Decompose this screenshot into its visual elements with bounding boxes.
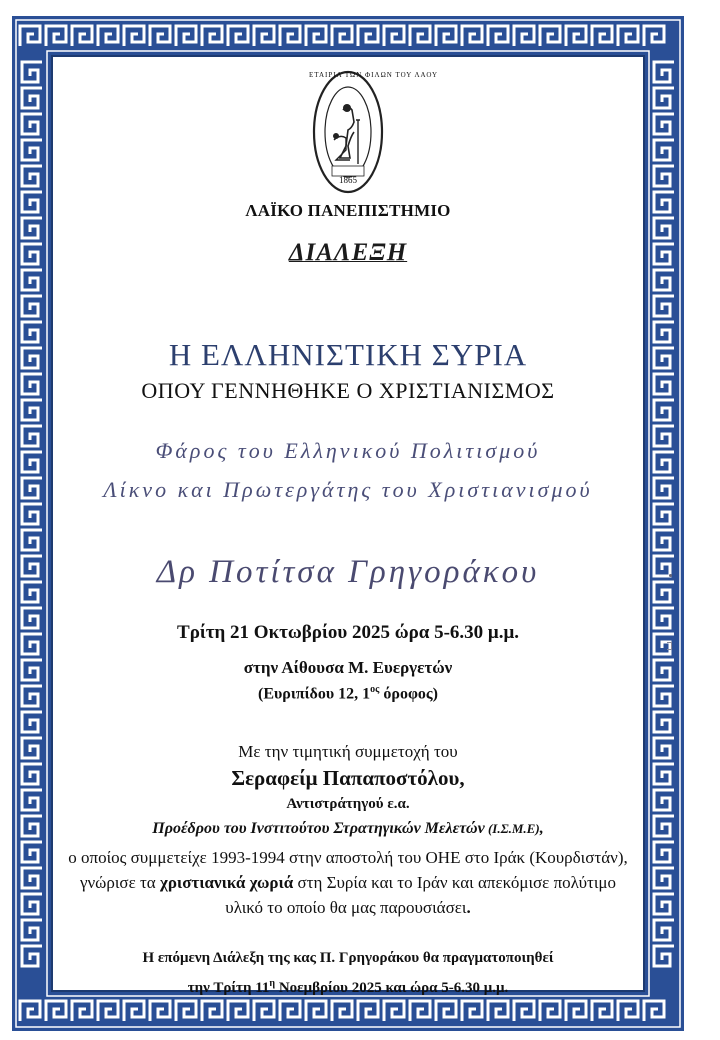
tagline-line-1: Φάρος του Ελληνικού Πολιτισμού	[155, 438, 541, 463]
participation-intro: Με την τιμητική συμμετοχή του	[238, 742, 458, 761]
institution-name: ΛΑΪΚΟ ΠΑΝΕΠΙΣΤΗΜΙΟ	[245, 201, 451, 220]
lecture-title: Η ΕΛΛΗΝΙΣΤΙΚΗ ΣΥΡΙΑ	[168, 337, 528, 372]
seal-motto: ΕΤΑΙΡΙΑ ΤΩΝ ΦΙΛΩΝ ΤΟΥ ΛΑΟΥ	[309, 71, 439, 79]
poster-frame	[12, 16, 684, 1031]
guest-role: Προέδρου του Ινστιτούτου Στρατηγικών Μελετών (Ι.Σ.Μ.Ε),	[152, 820, 544, 837]
decorative-dot	[669, 574, 672, 577]
speaker-name: Δρ Ποτίτσα Γρηγοράκου	[156, 554, 540, 590]
guest-bio: ο οποίος συμμετείχε 1993-1994 στην αποστολή του ΟΗΕ στο Ιράκ (Κουρδιστάν), γνώρισε τα χριστιανικά χωριά στη Συρία και το Ιράν και απεκόμισε πολύτιμο υλικό το οποίο θα μας παρουσιάσει.	[68, 848, 628, 917]
decorative-mark	[667, 642, 672, 650]
event-address: (Ευριπίδου 12, $1^{o\varsigma}$ όροφος)	[257, 684, 438, 703]
lecture-subtitle: ΟΠΟΥ ΓΕΝΝΗΘΗΚΕ Ο ΧΡΙΣΤΙΑΝΙΣΜΟΣ	[141, 378, 555, 403]
seal-year: 1865	[339, 175, 357, 185]
event-date-time: Τρίτη 21 Οκτωβρίου 2025 ώρα 5-6.30 μ.μ.	[177, 622, 519, 643]
guest-name: Σεραφείμ Παπαποστόλου,	[231, 766, 465, 790]
guest-rank: Αντιστράτηγού ε.α.	[286, 796, 410, 812]
event-venue: στην Αίθουσα Μ. Ευεργετών	[243, 658, 453, 677]
tagline-line-2: Λίκνο και Πρωτεργάτης του Χριστιανισμού	[103, 477, 593, 502]
next-lecture-notice: Η επόμενη Διάλεξη της κας Π. Γρηγοράκου θα πραγματοποιηθεί την Τρίτη $11^\eta$ Νοεμβρίου 2025 και ώρα 5-6.30 μ.μ.	[142, 950, 554, 996]
event-type: ΔΙΑΛΕΞΗ	[288, 239, 408, 266]
poster-content	[59, 62, 637, 996]
